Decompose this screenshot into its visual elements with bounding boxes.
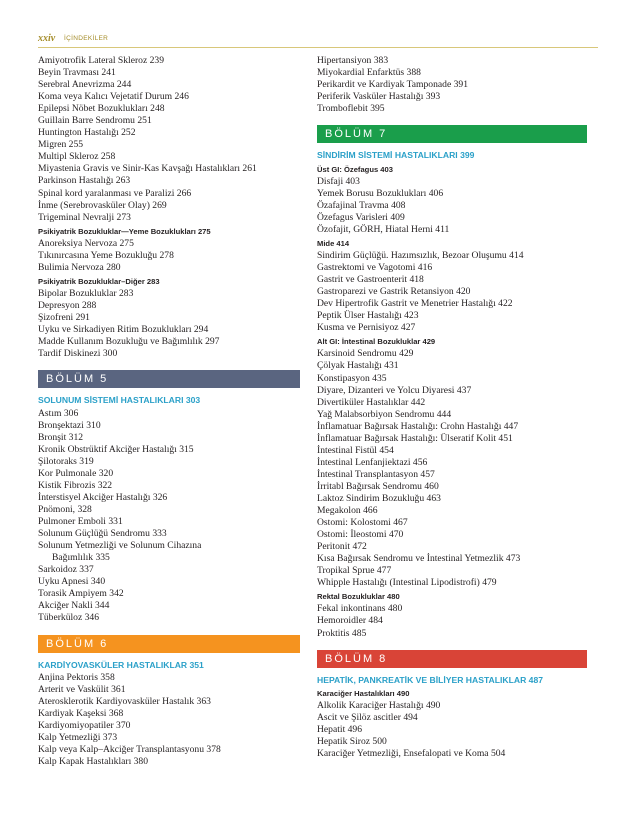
toc-entry: Kardiyak Kaşeksi 368 <box>38 708 124 720</box>
toc-entry: Ascit ve Şilöz ascitler 494 <box>317 712 418 724</box>
toc-entry: İnflamatuar Bağırsak Hastalığı: Crohn Hastalığı 447 <box>317 420 519 432</box>
toc-entry: Sarkoidoz 337 <box>38 564 94 576</box>
toc-entry: Özefagus Varisleri 409 <box>317 211 405 223</box>
toc-entry: Miyokardial Enfarktüs 388 <box>317 67 421 79</box>
toc-entry-continued: Bağımlılık 335 <box>52 552 110 564</box>
toc-entry: İnterstisyel Akciğer Hastalığı 326 <box>38 492 168 503</box>
toc-entry: Peritonit 472 <box>317 541 367 553</box>
toc-entry: Kronik Obstrüktif Akciğer Hastalığı 315 <box>38 443 194 455</box>
toc-entry: Bulimia Nervoza 280 <box>38 261 121 273</box>
toc-entry: Madde Kullanım Bozukluğu ve Bağımlılık 297 <box>38 336 220 348</box>
chapter-band-6: BÖLÜM 6 <box>38 635 300 653</box>
toc-entry: İnme (Serebrovasküler Olay) 269 <box>38 199 167 211</box>
chapter-band-5: BÖLÜM 5 <box>38 370 300 388</box>
toc-entry: Miyastenia Gravis ve Sinir-Kas Kavşağı Hastalıkları 261 <box>38 163 257 175</box>
page-number: xxiv <box>38 33 56 44</box>
toc-entry: Kısa Bağırsak Sendromu ve İntestinal Yetmezlik 473 <box>317 553 521 565</box>
subsection-title: Mide 414 <box>317 239 350 249</box>
running-title: İÇİNDEKİLER <box>64 35 109 42</box>
toc-entry: Huntington Hastalığı 252 <box>38 127 136 139</box>
toc-entry: Laktoz Sindirim Bozukluğu 463 <box>317 493 441 504</box>
subsection-title: Alt GI: İntestinal Bozukluklar 429 <box>317 337 436 347</box>
toc-entry: Serebral Anevrizma 244 <box>38 79 132 91</box>
toc-entry: Pnömoni, 328 <box>38 504 92 516</box>
toc-entry: Solunum Yetmezliği ve Solunum Cihazına <box>38 540 202 552</box>
toc-entry: Gastroparezi ve Gastrik Retansiyon 420 <box>317 286 471 298</box>
toc-entry: Hepatik Siroz 500 <box>317 736 387 748</box>
toc-entry: Kalp Yetmezliği 373 <box>38 732 118 744</box>
entry-group <box>317 348 587 589</box>
toc-entry: Tromboflebit 395 <box>317 103 385 115</box>
toc-entry: Karaciğer Yetmezliği, Ensefalopati ve Koma 504 <box>317 748 506 760</box>
toc-entry: Kusma ve Pernisiyoz 427 <box>317 322 416 334</box>
chapter-title-5: SOLUNUM SİSTEMİ HASTALIKLARI 303 <box>38 395 201 406</box>
toc-entry: Perikardit ve Kardiyak Tamponade 391 <box>317 79 469 91</box>
toc-entry: Bronşektazi 310 <box>38 419 101 431</box>
chapter-title-7: SİNDİRİM SİSTEMİ HASTALIKLARI 399 <box>317 150 475 161</box>
toc-entry: Whipple Hastalığı (Intestinal Lipodistrofi) 479 <box>317 577 497 589</box>
entry-group <box>317 603 587 639</box>
subsection-title: Karaciğer Hastalıkları 490 <box>317 689 410 699</box>
toc-entry: Spinal kord yaralanması ve Paralizi 266 <box>38 187 192 199</box>
toc-entry: Bipolar Bozukluklar 283 <box>38 287 134 299</box>
toc-entry: Karsinoid Sendromu 429 <box>317 348 414 360</box>
toc-entry: Yemek Borusu Bozuklukları 406 <box>317 187 444 199</box>
toc-entry: Şilotoraks 319 <box>38 455 94 467</box>
toc-entry: Uyku Apnesi 340 <box>38 576 106 588</box>
toc-entry: Kistik Fibrozis 322 <box>38 479 113 491</box>
toc-entry: Epilepsi Nöbet Bozuklukları 248 <box>38 103 165 115</box>
toc-entry: Multipl Skleroz 258 <box>38 151 116 163</box>
toc-entry: Tardif Diskinezi 300 <box>38 348 118 360</box>
toc-entry: İrritabl Bağırsak Sendromu 460 <box>317 480 439 492</box>
toc-entry: Hipertansiyon 383 <box>317 55 389 66</box>
toc-right-column <box>317 55 587 760</box>
toc-entry: Fekal inkontinans 480 <box>317 603 403 615</box>
subsection-title: Rektal Bozukluklar 480 <box>317 592 400 602</box>
page-header <box>38 33 598 48</box>
toc-entry: Anoreksiya Nervoza 275 <box>38 237 134 249</box>
toc-entry: Ostomi: İleostomi 470 <box>317 529 404 541</box>
toc-entry: Dev Hipertrofik Gastrit ve Menetrier Hastalığı 422 <box>317 298 513 310</box>
toc-entry: Aterosklerotik Kardiyovasküler Hastalık 363 <box>38 696 211 708</box>
entry-group <box>38 238 300 274</box>
chapter-band-7: BÖLÜM 7 <box>317 125 587 143</box>
toc-entry: Peptik Ülser Hastalığı 423 <box>317 310 419 322</box>
toc-entry: Periferik Vasküler Hastalığı 393 <box>317 91 441 103</box>
toc-entry: Bronşit 312 <box>38 431 84 443</box>
toc-entry: Arterit ve Vaskülit 361 <box>38 684 126 696</box>
toc-entry: Şizofreni 291 <box>38 311 90 323</box>
toc-entry: Parkinson Hastalığı 263 <box>38 175 131 187</box>
toc-entry: Kardiyomiyopatiler 370 <box>38 720 131 732</box>
toc-left-column <box>38 55 300 768</box>
toc-entry: Sindirim Güçlüğü. Hazımsızlık, Bezoar Oluşumu 414 <box>317 250 524 262</box>
chapter-title-6: KARDİYOVASKÜLER HASTALIKLAR 351 <box>38 659 204 670</box>
chapter-title-8: HEPATİK, PANKREATİK VE BİLİYER HASTALIKLAR 487 <box>317 674 543 685</box>
toc-entry: İntestinal Lenfanjiektazi 456 <box>317 456 428 468</box>
entry-group <box>38 408 300 553</box>
entry-group <box>317 176 587 236</box>
toc-entry: Kor Pulmonale 320 <box>38 467 114 479</box>
toc-entry: Pulmoner Emboli 331 <box>38 516 123 528</box>
entry-group <box>317 55 587 115</box>
toc-entry: Tropikal Sprue 477 <box>317 565 392 577</box>
subsection-title: Üst GI: Özefagus 403 <box>317 164 393 174</box>
toc-entry: İntestinal Transplantasyon 457 <box>317 468 435 480</box>
toc-entry: Akciğer Nakli 344 <box>38 600 110 612</box>
toc-entry: Torasik Ampiyem 342 <box>38 588 124 600</box>
toc-entry: Migren 255 <box>38 139 84 151</box>
toc-entry: Tüberküloz 346 <box>38 612 100 624</box>
toc-entry: Anjina Pektoris 358 <box>38 672 115 684</box>
entry-group <box>317 250 587 334</box>
entry-group <box>317 700 587 760</box>
toc-entry: Kalp Kapak Hastalıkları 380 <box>38 756 149 768</box>
toc-entry: Konstipasyon 435 <box>317 372 387 384</box>
toc-entry: Depresyon 288 <box>38 299 97 311</box>
toc-entry: Hepatit 496 <box>317 724 363 736</box>
subsection-title: Psikiyatrik Bozukluklar–Diğer 283 <box>38 276 160 286</box>
toc-entry: Hemoroidler 484 <box>317 615 383 627</box>
toc-entry: Ostomi: Kolostomi 467 <box>317 517 408 529</box>
toc-entry: Trigeminal Nevralji 273 <box>38 211 131 223</box>
entry-group <box>38 288 300 360</box>
toc-entry: Koma veya Kalıcı Vejetatif Durum 246 <box>38 91 189 103</box>
toc-entry: Uyku ve Sirkadiyen Ritim Bozuklukları 294 <box>38 324 209 336</box>
toc-entry: Özofajit, GÖRH, Hiatal Herni 411 <box>317 223 450 235</box>
toc-entry: Kalp veya Kalp–Akciğer Transplantasyonu 378 <box>38 744 221 756</box>
chapter-band-8: BÖLÜM 8 <box>317 650 587 668</box>
entry-group <box>38 672 300 768</box>
toc-entry: Özafajinal Travma 408 <box>317 199 406 211</box>
toc-entry: Alkolik Karaciğer Hastalığı 490 <box>317 700 441 712</box>
toc-entry: Çölyak Hastalığı 431 <box>317 360 399 372</box>
toc-entry: Beyin Travması 241 <box>38 67 116 79</box>
toc-entry: İntestinal Fistül 454 <box>317 444 394 456</box>
entry-group <box>38 55 300 224</box>
toc-entry: Divertiküler Hastalıklar 442 <box>317 396 426 408</box>
toc-entry: Megakolon 466 <box>317 505 378 517</box>
toc-entry: Gastrektomi ve Vagotomi 416 <box>317 262 433 274</box>
toc-entry: Yağ Malabsorbiyon Sendromu 444 <box>317 408 452 420</box>
toc-entry: Proktitis 485 <box>317 627 367 639</box>
entry-group <box>38 564 300 624</box>
subsection-title: Psikiyatrik Bozukluklar—Yeme Bozuklukları 275 <box>38 226 211 236</box>
toc-entry: Diyare, Dizanteri ve Yolcu Diyaresi 437 <box>317 384 472 396</box>
toc-entry: Tıkınırcasına Yeme Bozukluğu 278 <box>38 249 174 261</box>
toc-entry: İnflamatuar Bağırsak Hastalığı: Ülseratif Kolit 451 <box>317 432 513 444</box>
toc-entry: Astım 306 <box>38 407 79 419</box>
toc-entry: Gastrit ve Gastroenterit 418 <box>317 274 424 286</box>
toc-entry: Amiyotrofik Lateral Skleroz 239 <box>38 55 165 66</box>
toc-entry: Guillain Barre Sendromu 251 <box>38 115 152 127</box>
toc-entry: Disfaji 403 <box>317 175 360 187</box>
toc-entry: Solunum Güçlüğü Sendromu 333 <box>38 528 167 540</box>
